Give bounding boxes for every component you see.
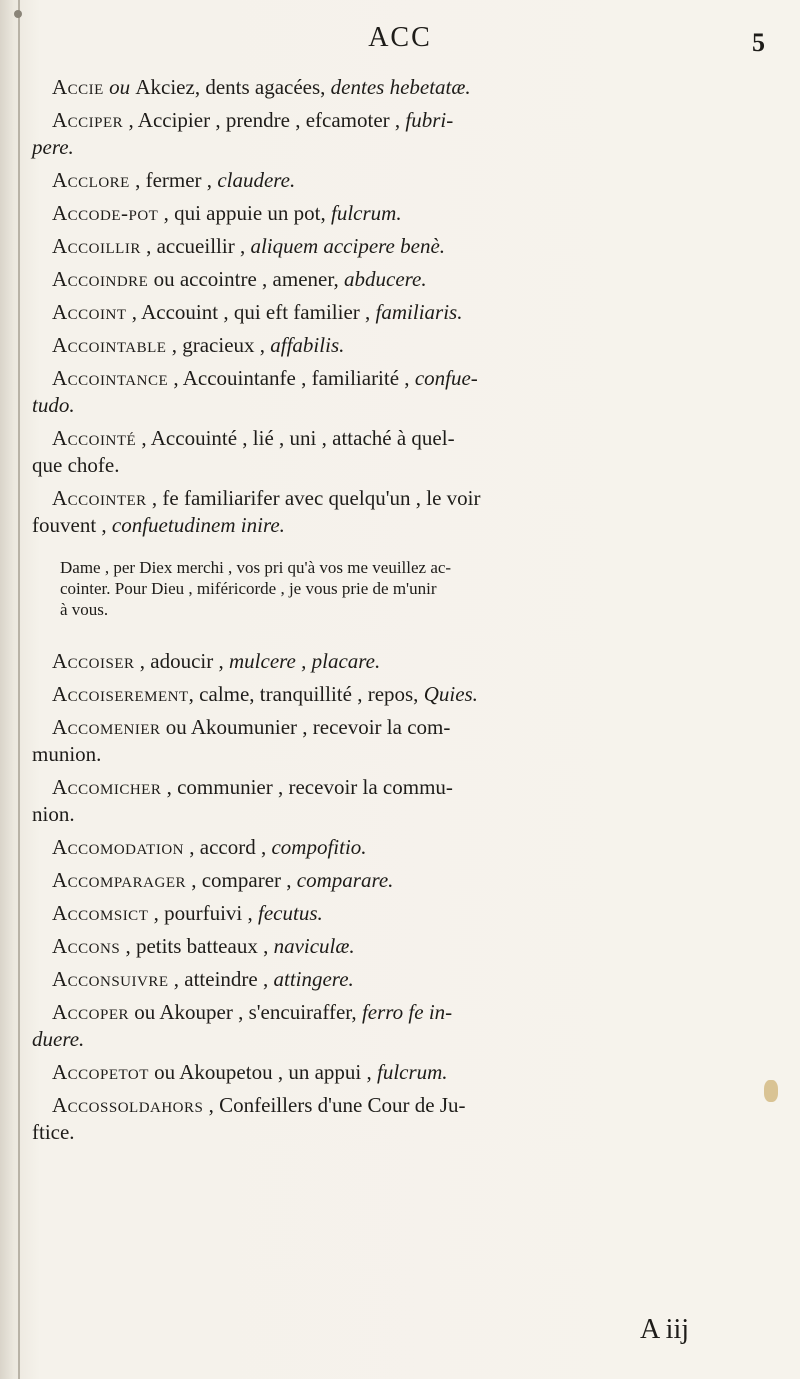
running-head: ACC [368,22,432,53]
entry-text: , Confeillers d'une Cour de Ju- [203,1093,466,1117]
latin-gloss: mulcere , placare. [229,649,381,673]
entry-accointer [32,485,752,539]
headword: Accoillir [52,234,141,258]
entry-text: , fermer , [129,168,218,192]
headword: Accointable [52,333,167,357]
entry-text: , Accouinté , lié , uni , attaché à quel- [136,426,455,450]
entry-accoiserement [52,681,752,708]
entry-text: , accord , [184,835,272,859]
latin-gloss: claudere. [217,168,296,192]
entry-acconsuivre [52,966,752,993]
headword: Accoint [52,300,127,324]
variant: Akciez [135,75,195,99]
headword: Accomicher [52,775,162,799]
continuation: que chofe. [32,453,120,477]
latin-gloss: ferro fe in- [361,1000,453,1024]
entry-text: , communier , recevoir la commu- [161,775,453,799]
headword: Accoiserement [52,682,189,706]
entry-text: , fe familiarifer avec quelqu'un , le voir [146,486,481,510]
headword: Acciper [52,108,124,132]
entry-text: , pourfuivi , [148,901,259,925]
entry-text: , dents agacées, [194,75,331,99]
entry-accie [52,74,752,101]
entry-text: , calme, tranquillité , repos, [188,682,424,706]
headword: Accointé [52,426,137,450]
headword: Acclore [52,168,130,192]
quote-line: cointer. Pour Dieu , miféricorde , je vous prie de m'unir [60,579,437,598]
headword: Accomsict [52,901,149,925]
entry-accomicher [32,774,752,828]
continuation: tudo. [32,393,75,417]
continuation: pere. [32,135,74,159]
latin-gloss: fulcrum. [376,1060,448,1084]
headword: Accomodation [52,835,185,859]
headword: Accointer [52,486,147,510]
latin-gloss: Quies. [423,682,478,706]
entry-text: ou Akoumunier , recevoir la com- [160,715,451,739]
headword: Accointance [52,366,169,390]
headword: Accomenier [52,715,161,739]
quote-line: Dame , per Diex merchi , vos pri qu'à vos me veuillez ac- [60,558,452,577]
signature-mark: 5 [752,28,765,57]
entry-accoillir [52,233,752,260]
entry-text: , gracieux , [166,333,271,357]
entry-accointe [32,425,752,479]
entry-accoint [52,299,752,326]
citation-quote [60,557,752,620]
headword: Accode-pot [52,201,159,225]
entry-text: , comparer , [185,868,297,892]
headword: Accossoldahors [52,1093,204,1117]
entry-accode-pot [52,200,752,227]
entry-text: , atteindre , [168,967,274,991]
continuation: ftice. [32,1120,75,1144]
headword: Accons [52,934,121,958]
entry-accomsict [52,900,752,927]
headword: Accoiser [52,649,135,673]
latin-gloss: abducere. [344,267,427,291]
entry-accossoldahors [32,1092,752,1146]
entry-text: , Accouint , qui eft familier , [126,300,376,324]
latin-gloss: familiaris. [375,300,463,324]
continuation [32,512,752,539]
latin-gloss: comparare. [296,868,394,892]
entry-accons [52,933,752,960]
binding-edge [18,0,20,1379]
latin-gloss: attingere. [273,967,354,991]
latin-gloss: affabilis. [270,333,345,357]
entry-accomenier [32,714,752,768]
entry-text: ou Akouper , s'encuiraffer, [129,1000,362,1024]
entry-text: , accueillir , [140,234,251,258]
entry-accoindre [52,266,752,293]
latin-gloss: aliquem accipere benè. [250,234,446,258]
latin-gloss: dentes hebetatæ. [330,75,471,99]
continuation: nion. [32,802,75,826]
entry-text: , Accipier , prendre , efcamoter , [123,108,406,132]
entry-acclore [52,167,752,194]
page-signature: A iij [640,1314,690,1345]
entry-accoiser [52,648,752,675]
entry-text: , qui appuie un pot, [158,201,331,225]
latin-gloss: fulcrum. [331,201,402,225]
continuation-text: fouvent , [32,513,112,537]
latin-gloss: confuetudinem inire. [111,513,285,537]
latin-gloss: naviculæ. [273,934,355,958]
entry-accomparager [52,867,752,894]
entry-text: ou [103,75,136,99]
latin-gloss: fecutus. [258,901,323,925]
entry-text: , Accouintanfe , familiarité , [168,366,415,390]
entry-text: ou accointre , amener, [148,267,344,291]
paper-stain [764,1080,778,1102]
headword: Acconsuivre [52,967,169,991]
continuation: duere. [32,1027,85,1051]
entry-accopetot [52,1059,752,1086]
headword: Accoindre [52,267,149,291]
ink-spot [14,10,22,18]
quote-line: à vous. [60,600,109,619]
entry-accointable [52,332,752,359]
entry-accomodation [52,834,752,861]
entry-accoper [32,999,752,1053]
latin-gloss: fubri- [405,108,454,132]
entry-accointance [32,365,752,419]
latin-gloss: compofitio. [271,835,367,859]
headword: Accie [52,75,104,99]
entry-text: , petits batteaux , [120,934,274,958]
entry-text: , adoucir , [134,649,229,673]
headword: Accopetot [52,1060,149,1084]
continuation: munion. [32,742,102,766]
headword: Accomparager [52,868,186,892]
latin-gloss: confue- [414,366,478,390]
headword: Accoper [52,1000,130,1024]
dictionary-entries [32,74,752,1152]
entry-acciper [32,107,752,161]
entry-text: ou Akoupetou , un appui , [148,1060,377,1084]
